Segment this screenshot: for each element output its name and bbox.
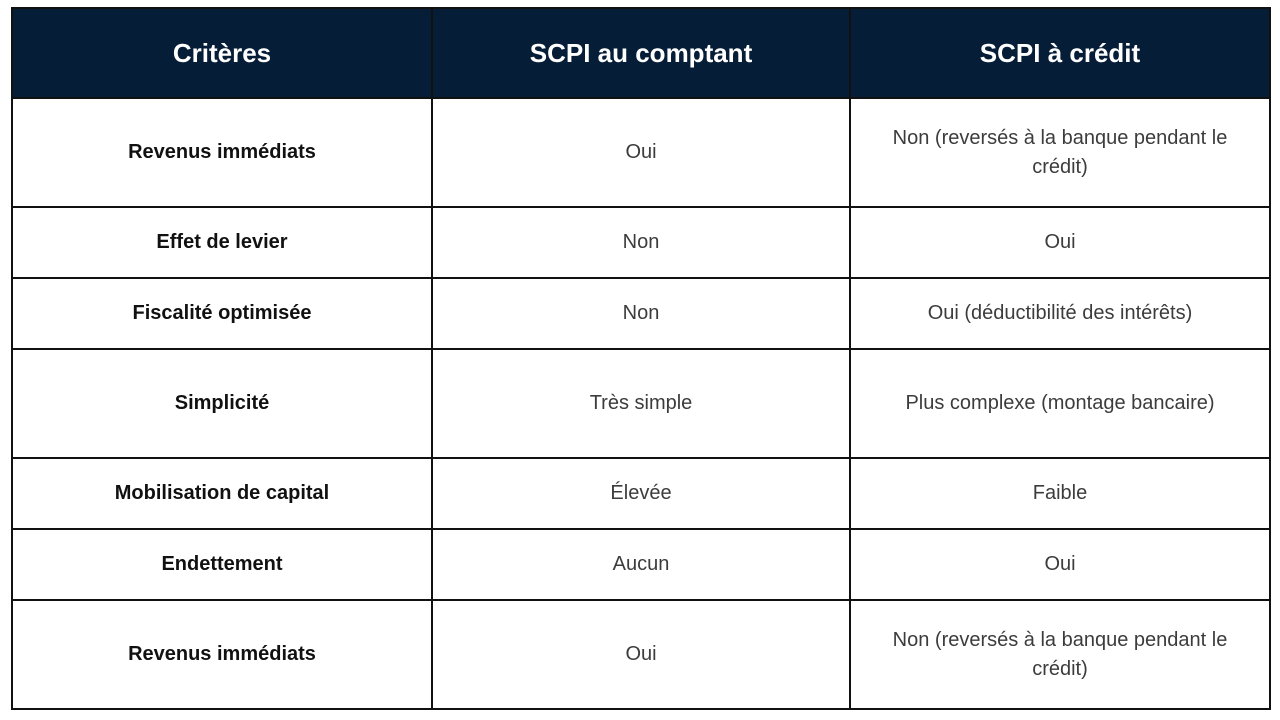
credit-cell: Oui (déductibilité des intérêts) <box>850 278 1270 349</box>
header-row <box>12 8 1270 98</box>
credit-cell: Faible <box>850 458 1270 529</box>
credit-cell: Plus complexe (montage bancaire) <box>850 349 1270 458</box>
comptant-cell: Oui <box>432 600 850 709</box>
table-row <box>12 98 1270 207</box>
criterion-cell: Revenus immédiats <box>12 600 432 709</box>
table-row <box>12 600 1270 709</box>
comparison-table-container <box>11 7 1269 709</box>
comptant-cell: Oui <box>432 98 850 207</box>
header-scpi-comptant: SCPI au comptant <box>432 8 850 98</box>
criterion-cell: Simplicité <box>12 349 432 458</box>
table-row <box>12 349 1270 458</box>
comparison-table <box>11 7 1271 710</box>
credit-cell: Oui <box>850 529 1270 600</box>
comptant-cell: Non <box>432 278 850 349</box>
table-row <box>12 278 1270 349</box>
table-header <box>12 8 1270 98</box>
comptant-cell: Aucun <box>432 529 850 600</box>
header-criteres: Critères <box>12 8 432 98</box>
table-row <box>12 207 1270 278</box>
header-scpi-credit: SCPI à crédit <box>850 8 1270 98</box>
table-body <box>12 98 1270 709</box>
table-row <box>12 458 1270 529</box>
credit-cell: Non (reversés à la banque pendant le crédit) <box>850 600 1270 709</box>
table-row <box>12 529 1270 600</box>
comptant-cell: Très simple <box>432 349 850 458</box>
comptant-cell: Élevée <box>432 458 850 529</box>
credit-cell: Non (reversés à la banque pendant le crédit) <box>850 98 1270 207</box>
credit-cell: Oui <box>850 207 1270 278</box>
criterion-cell: Fiscalité optimisée <box>12 278 432 349</box>
criterion-cell: Endettement <box>12 529 432 600</box>
comptant-cell: Non <box>432 207 850 278</box>
criterion-cell: Effet de levier <box>12 207 432 278</box>
criterion-cell: Revenus immédiats <box>12 98 432 207</box>
criterion-cell: Mobilisation de capital <box>12 458 432 529</box>
